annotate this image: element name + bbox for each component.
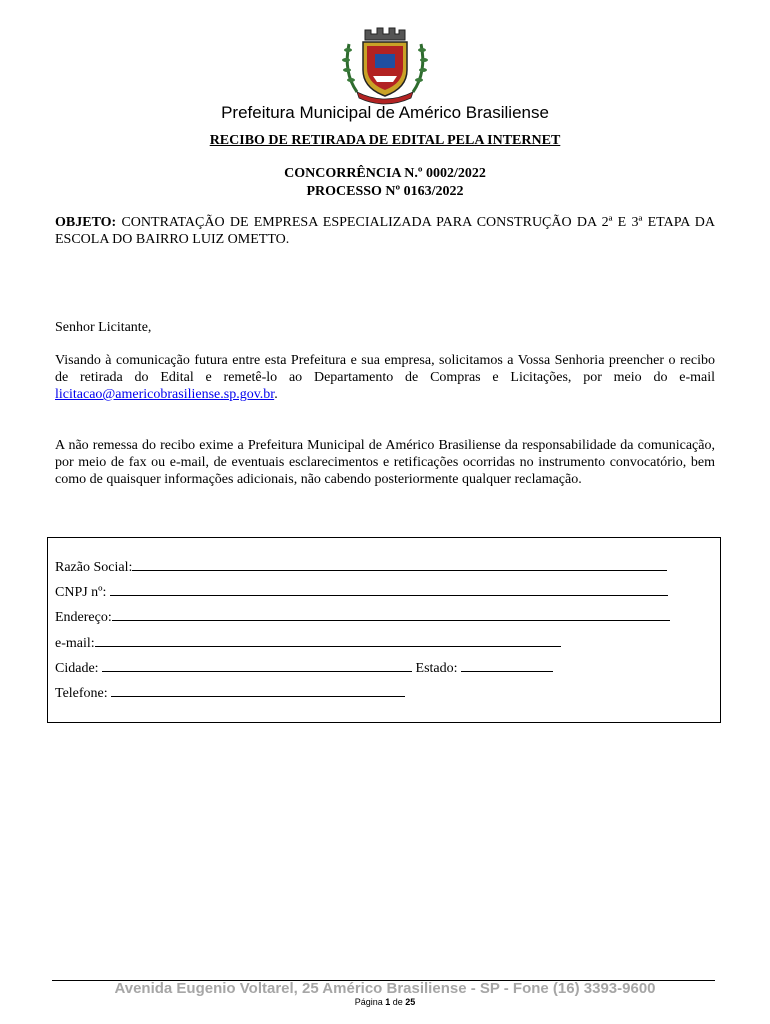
razao-social-field: [55, 557, 667, 576]
page-prefix: Página: [354, 997, 383, 1007]
receipt-form: [47, 537, 721, 723]
document-title: RECIBO DE RETIRADA DE EDITAL PELA INTERNET: [209, 133, 561, 148]
page-current: 1: [385, 997, 391, 1007]
cidade-input[interactable]: [102, 658, 412, 672]
telefone-input[interactable]: [111, 683, 405, 697]
email-field: [55, 633, 561, 652]
objeto-text: CONTRATAÇÃO DE EMPRESA ESPECIALIZADA PARA CONSTRUÇÃO DA 2ª E 3ª ETAPA DA ESCOLA DO BAIRRO LUIZ OMETTO.: [55, 215, 716, 247]
cidade-estado-field: [55, 658, 553, 677]
instruction-text: Visando à comunicação futura entre esta Prefeitura e sua empresa, solicitamos a Vossa Senhoria preencher o recibo de retirada do Edital e remetê-lo ao Departamento de Compras e Licitações, por meio do e-mail: [55, 353, 715, 385]
instruction-paragraph: [55, 352, 715, 403]
instruction-end: .: [274, 387, 278, 402]
footer-address: Avenida Eugenio Voltarel, 25 Américo Brasiliense - SP - Fone (16) 3393-9600: [114, 980, 656, 997]
endereco-field: [55, 607, 670, 626]
email-input[interactable]: [95, 633, 561, 647]
greeting: Senhor Licitante,: [55, 320, 152, 335]
page-total: 25: [405, 997, 416, 1007]
estado-label: Estado:: [415, 661, 458, 676]
razao-social-input[interactable]: [132, 557, 667, 571]
email-label: e-mail:: [55, 636, 95, 651]
organization-name: Prefeitura Municipal de Américo Brasiliense: [221, 103, 549, 122]
disclaimer-paragraph: A não remessa do recibo exime a Prefeitura Municipal de Américo Brasiliense da responsabilidade da comunicação, por meio de fax ou e-mail, de eventuais esclarecimentos e retificações ocorridas no instrumento convocatório, bem como de quaisquer informações adicionais, não cabendo posteriormente qualquer reclamação.: [55, 438, 715, 487]
cnpj-field: [55, 582, 668, 601]
concorrencia-number: CONCORRÊNCIA N.º 0002/2022: [284, 166, 486, 181]
municipal-crest-icon: [337, 22, 433, 106]
page-number: [0, 997, 770, 1007]
cnpj-label: CNPJ nº:: [55, 585, 107, 600]
telefone-field: [55, 683, 405, 702]
endereco-label: Endereço:: [55, 610, 112, 625]
razao-social-label: Razão Social:: [55, 560, 133, 575]
contact-email-link[interactable]: licitacao@americobrasiliense.sp.gov.br: [55, 387, 275, 402]
processo-number: PROCESSO Nº 0163/2022: [306, 184, 464, 199]
cidade-label: Cidade:: [55, 661, 99, 676]
telefone-label: Telefone:: [55, 686, 108, 701]
cnpj-input[interactable]: [110, 582, 668, 596]
endereco-input[interactable]: [112, 607, 670, 621]
objeto-label: OBJETO:: [55, 215, 117, 230]
page-sep: de: [392, 997, 403, 1007]
estado-input[interactable]: [461, 658, 553, 672]
objeto-paragraph: [55, 214, 715, 248]
